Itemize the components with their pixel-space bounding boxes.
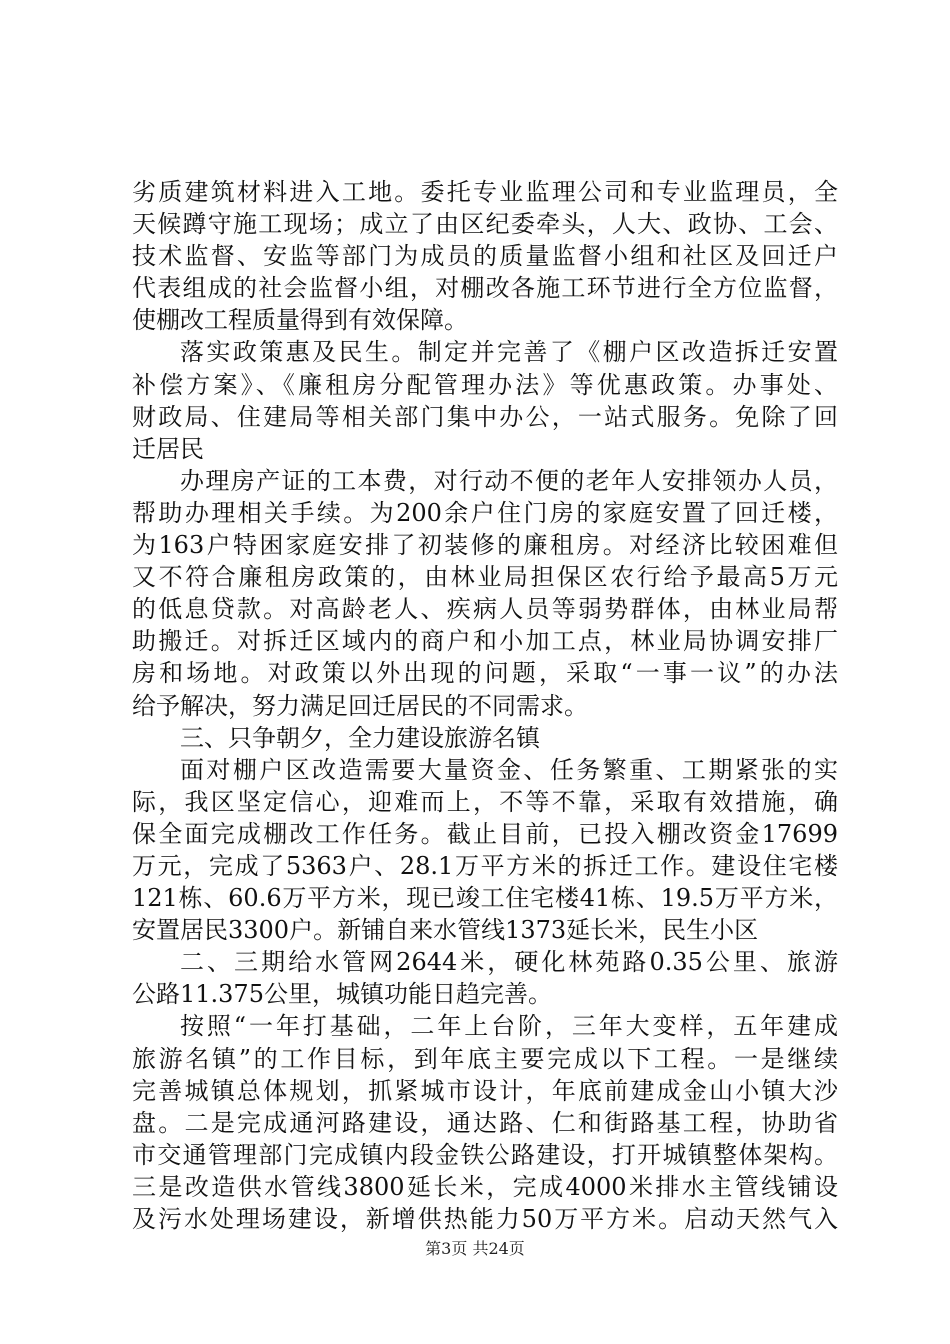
- text-line: 使棚改工程质量得到有效保障。: [132, 306, 468, 335]
- text-line: 按照“一年打基础，二年上台阶，三年大变样，五年建成: [180, 1012, 838, 1041]
- text-line: 盘。二是完成通河路建设，通达路、仁和街路基工程，协助省: [132, 1108, 838, 1137]
- text-line: 代表组成的社会监督小组，对棚改各施工环节进行全方位监督，: [132, 274, 838, 303]
- text-line: 万元，完成了5363户、28.1万平方米的拆迁工作。建设住宅楼: [132, 851, 838, 880]
- text-line: 的低息贷款。对高龄老人、疾病人员等弱势群体，由林业局帮: [132, 595, 838, 624]
- text-line: 办理房产证的工本费，对行动不便的老年人安排领办人员，: [180, 466, 838, 495]
- text-line: 劣质建筑材料进入工地。委托专业监理公司和专业监理员，全: [132, 178, 838, 206]
- document-body: [132, 176, 838, 1235]
- page-footer: 第3页 共24页: [425, 1239, 525, 1258]
- text-line: 市交通管理部门完成镇内段金铁公路建设，打开城镇整体架构。: [132, 1140, 838, 1169]
- text-line: 又不符合廉租房政策的，由林业局担保区农行给予最高5万元: [132, 563, 838, 592]
- text-line: 财政局、住建局等相关部门集中办公，一站式服务。免除了回: [132, 402, 838, 431]
- text-line: 121栋、60.6万平方米，现已竣工住宅楼41栋、19.5万平方米，: [132, 884, 838, 913]
- text-line: 三是改造供水管线3800延长米，完成4000米排水主管线铺设: [132, 1172, 838, 1201]
- text-line: 补偿方案》、《廉租房分配管理办法》等优惠政策。办事处、: [132, 370, 838, 399]
- text-line: 技术监督、安监等部门为成员的质量监督小组和社区及回迁户: [132, 242, 838, 271]
- text-line: 安置居民3300户。新铺自来水管线1373延长米，民生小区: [132, 916, 759, 945]
- text-line: 天候蹲守施工现场；成立了由区纪委牵头，人大、政协、工会、: [132, 210, 838, 239]
- text-line: 公路11.375公里，城镇功能日趋完善。: [132, 980, 552, 1009]
- text-line: 旅游名镇”的工作目标，到年底主要完成以下工程。一是继续: [132, 1044, 838, 1073]
- text-line: 帮助办理相关手续。为200余户住门房的家庭安置了回迁楼，: [132, 498, 838, 527]
- text-line: 为163户特困家庭安排了初装修的廉租房。对经济比较困难但: [132, 531, 838, 560]
- text-line: 及污水处理场建设，新增供热能力50万平方米。启动天然气入: [132, 1205, 838, 1233]
- text-line: 完善城镇总体规划，抓紧城市设计，年底前建成金山小镇大沙: [132, 1076, 838, 1105]
- text-line: 助搬迁。对拆迁区域内的商户和小加工点，林业局协调安排厂: [132, 627, 838, 656]
- text-line: 给予解决，努力满足回迁居民的不同需求。: [132, 691, 588, 720]
- text-line: 保全面完成棚改工作任务。截止目前，已投入棚改资金17699: [132, 819, 838, 848]
- text-line: 房和场地。对政策以外出现的问题，采取“一事一议”的办法: [132, 659, 838, 688]
- text-line: 二、三期给水管网2644米，硬化林苑路0.35公里、旅游: [180, 948, 838, 977]
- text-line: 面对棚户区改造需要大量资金、任务繁重、工期紧张的实: [180, 755, 838, 784]
- text-line: 三、只争朝夕，全力建设旅游名镇: [180, 723, 540, 752]
- text-line: 落实政策惠及民生。制定并完善了《棚户区改造拆迁安置: [180, 338, 838, 367]
- text-line: 迁居民: [132, 434, 204, 463]
- text-line: 际，我区坚定信心，迎难而上，不等不靠，采取有效措施，确: [132, 787, 838, 816]
